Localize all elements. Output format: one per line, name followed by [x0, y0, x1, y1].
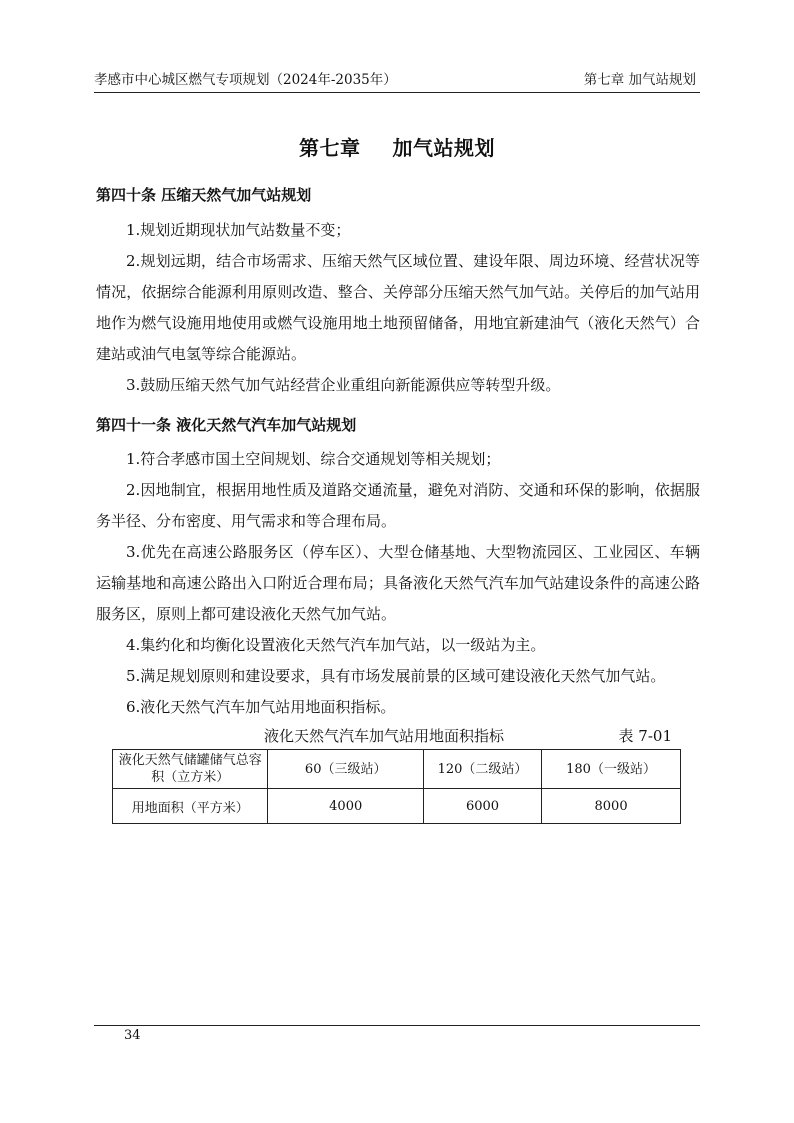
- table-row: [113, 750, 681, 789]
- page-footer: [94, 1025, 700, 1043]
- paragraph: 1.规划近期现状加气站数量不变；: [126, 221, 351, 239]
- header-chapter-title: 第七章 加气站规划: [583, 72, 696, 88]
- table-cell: 液化天然气储罐储气总容积（立方米）: [113, 750, 268, 789]
- table-cell: 180（一级站）: [542, 750, 681, 789]
- page-content: [96, 180, 700, 824]
- article-title: 第四十一条 液化天然气汽车加气站规划: [96, 416, 357, 434]
- article-40: [96, 180, 700, 401]
- table-title: 液化天然气汽车加气站用地面积指标: [264, 727, 505, 745]
- header-document-title: 孝感市中心城区燃气专项规划（2024年-2035年）: [94, 72, 397, 88]
- table-cell: 8000: [542, 789, 681, 824]
- table-number: 表 7-01: [618, 727, 672, 745]
- table-cell: 60（三级站）: [268, 750, 423, 789]
- table-cell: 4000: [268, 789, 423, 824]
- paragraph: 6.液化天然气汽车加气站用地面积指标。: [126, 698, 396, 716]
- table-caption: [96, 723, 700, 749]
- table-row: [113, 789, 681, 824]
- paragraph: 5.满足规划原则和建设要求，具有市场发展前景的区域可建设液化天然气加气站。: [126, 667, 666, 685]
- paragraph: 3.鼓励压缩天然气加气站经营企业重组向新能源供应等转型升级。: [126, 376, 561, 394]
- article-41: [96, 410, 700, 723]
- paragraph: 2.因地制宜，根据用地性质及道路交通流量，避免对消防、交通和环保的影响，依据服务半径、分布密度、用气需求和等合理布局。: [96, 481, 700, 530]
- table-cell: 用地面积（平方米）: [113, 789, 268, 824]
- paragraph: 3.优先在高速公路服务区（停车区）、大型仓储基地、大型物流园区、工业园区、车辆运输基地和高速公路出入口附近合理布局；具备液化天然气汽车加气站建设条件的高速公路服务区，原则上都可建设液化天然气加气站。: [96, 543, 700, 623]
- paragraph: 2.规划远期，结合市场需求、压缩天然气区域位置、建设年限、周边环境、经营状况等情况，依据综合能源利用原则改造、整合、关停部分压缩天然气加气站。关停后的加气站用地作为燃气设施用地使用或燃气设施用地土地预留储备，用地宜新建油气（液化天然气）合建站或油气电氢等综合能源站。: [96, 252, 700, 363]
- page-header: [94, 70, 700, 93]
- chapter-title: [94, 133, 700, 163]
- chapter-number: 第七章: [299, 136, 361, 160]
- table-cell: 6000: [423, 789, 541, 824]
- paragraph: 1.符合孝感市国土空间规划、综合交通规划等相关规划；: [126, 450, 501, 468]
- table-cell: 120（二级站）: [423, 750, 541, 789]
- page-number: 34: [124, 1028, 141, 1043]
- chapter-name: 加气站规划: [392, 136, 495, 160]
- article-title: 第四十条 压缩天然气加气站规划: [96, 186, 312, 204]
- paragraph: 4.集约化和均衡化设置液化天然气汽车加气站，以一级站为主。: [126, 636, 546, 654]
- land-area-table: [112, 749, 681, 824]
